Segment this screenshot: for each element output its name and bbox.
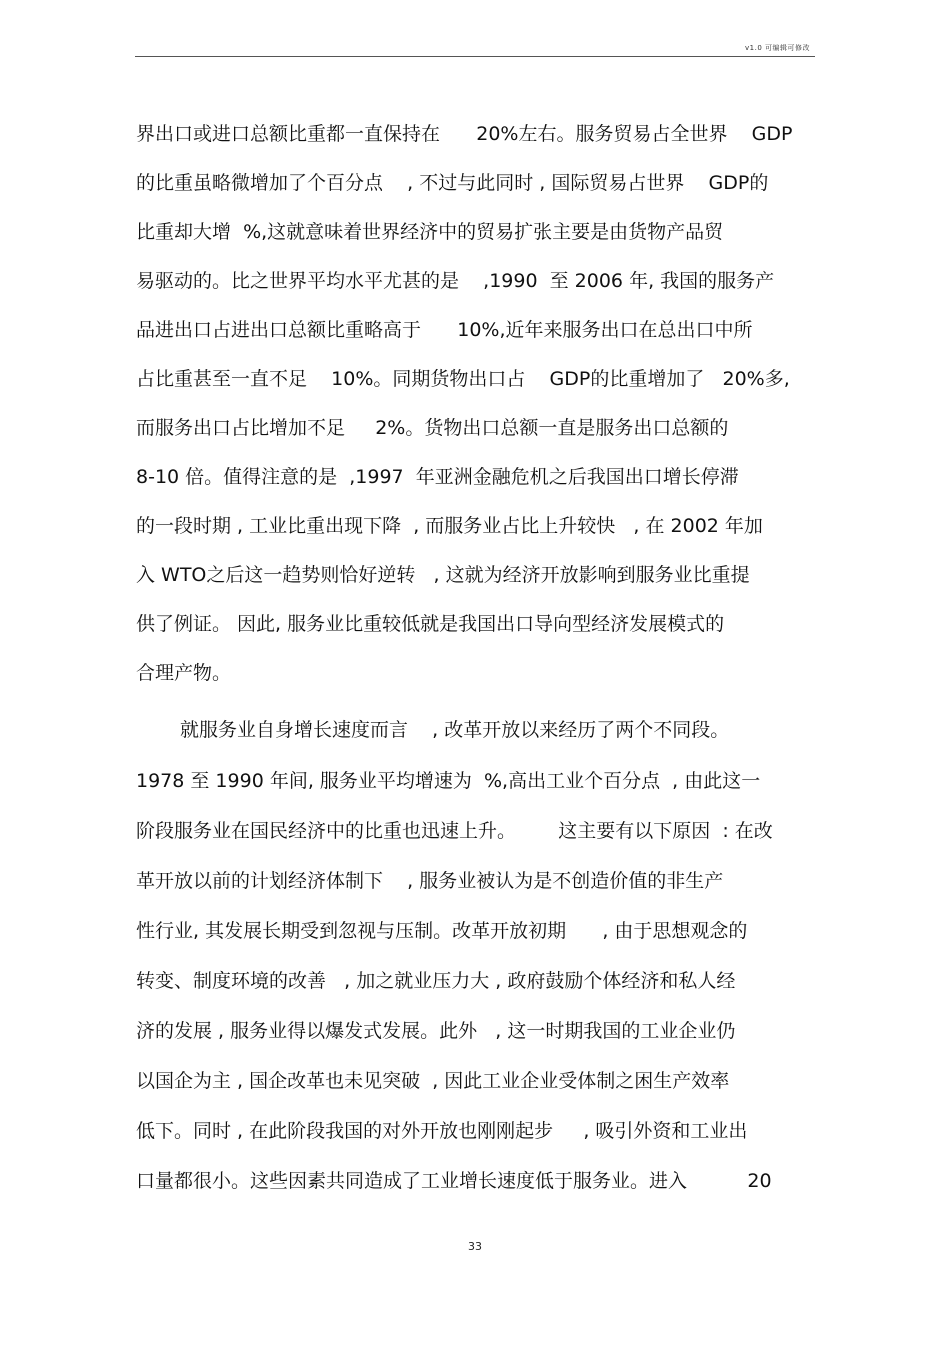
- text-line: 易驱动的。比之世界平均水平尤甚的是 ,1990 至 2006 年, 我国的服务产: [136, 270, 775, 292]
- text-line: 口量都很小。这些因素共同造成了工业增长速度低于服务业。进入 20: [136, 1170, 772, 1192]
- text-line: 比重却大增 %,这就意味着世界经济中的贸易扩张主要是由货物产品贸: [136, 221, 724, 243]
- paragraph-first-line: 就服务业自身增长速度而言 , 改革开放以来经历了两个不同段。: [180, 719, 730, 741]
- text-line: 以国企为主 , 国企改革也未见突破 , 因此工业企业受体制之困生产效率: [136, 1070, 730, 1092]
- text-line: 低下。同时 , 在此阶段我国的对外开放也刚刚起步 , 吸引外资和工业出: [136, 1120, 748, 1142]
- header-version-note: v1.0 可编辑可修改: [745, 44, 810, 52]
- text-line: 的比重虽略微增加了个百分点 , 不过与此同时 , 国际贸易占世界 GDP的: [136, 172, 769, 194]
- text-line: 品进出口占进出口总额比重略高于 10%,近年来服务出口在总出口中所: [136, 319, 753, 341]
- text-line: 济的发展 , 服务业得以爆发式发展。此外 , 这一时期我国的工业企业仍: [136, 1020, 736, 1042]
- text-line: 界出口或进口总额比重都一直保持在 20%左右。服务贸易占全世界 GDP: [136, 123, 793, 145]
- text-line: 入 WTO之后这一趋势则恰好逆转 , 这就为经济开放影响到服务业比重提: [136, 564, 750, 586]
- text-line: 占比重甚至一直不足 10%。同期货物出口占 GDP的比重增加了 20%多,: [136, 368, 790, 390]
- text-line: 的一段时期 , 工业比重出现下降 , 而服务业占比上升较快 , 在 2002 年加: [136, 515, 763, 537]
- text-line: 阶段服务业在国民经济中的比重也迅速上升。 这主要有以下原因 : 在改: [136, 820, 773, 842]
- text-line: 8-10 倍。值得注意的是 ,1997 年亚洲金融危机之后我国出口增长停滞: [136, 466, 739, 488]
- text-line: 性行业, 其发展长期受到忽视与压制。改革开放初期 , 由于思想观念的: [136, 920, 748, 942]
- text-line: 1978 至 1990 年间, 服务业平均增速为 %,高出工业个百分点 , 由此这一: [136, 770, 761, 792]
- text-line: 革开放以前的计划经济体制下 , 服务业被认为是不创造价值的非生产: [136, 870, 724, 892]
- text-line: 合理产物。: [136, 662, 232, 684]
- header-divider: [135, 56, 815, 57]
- text-line: 供了例证。 因此, 服务业比重较低就是我国出口导向型经济发展模式的: [136, 613, 725, 635]
- text-line: 转变、制度环境的改善 , 加之就业压力大 , 政府鼓励个体经济和私人经: [136, 970, 736, 992]
- page-number: 33: [468, 1240, 482, 1253]
- text-line: 而服务出口占比增加不足 2%。货物出口总额一直是服务出口总额的: [136, 417, 729, 439]
